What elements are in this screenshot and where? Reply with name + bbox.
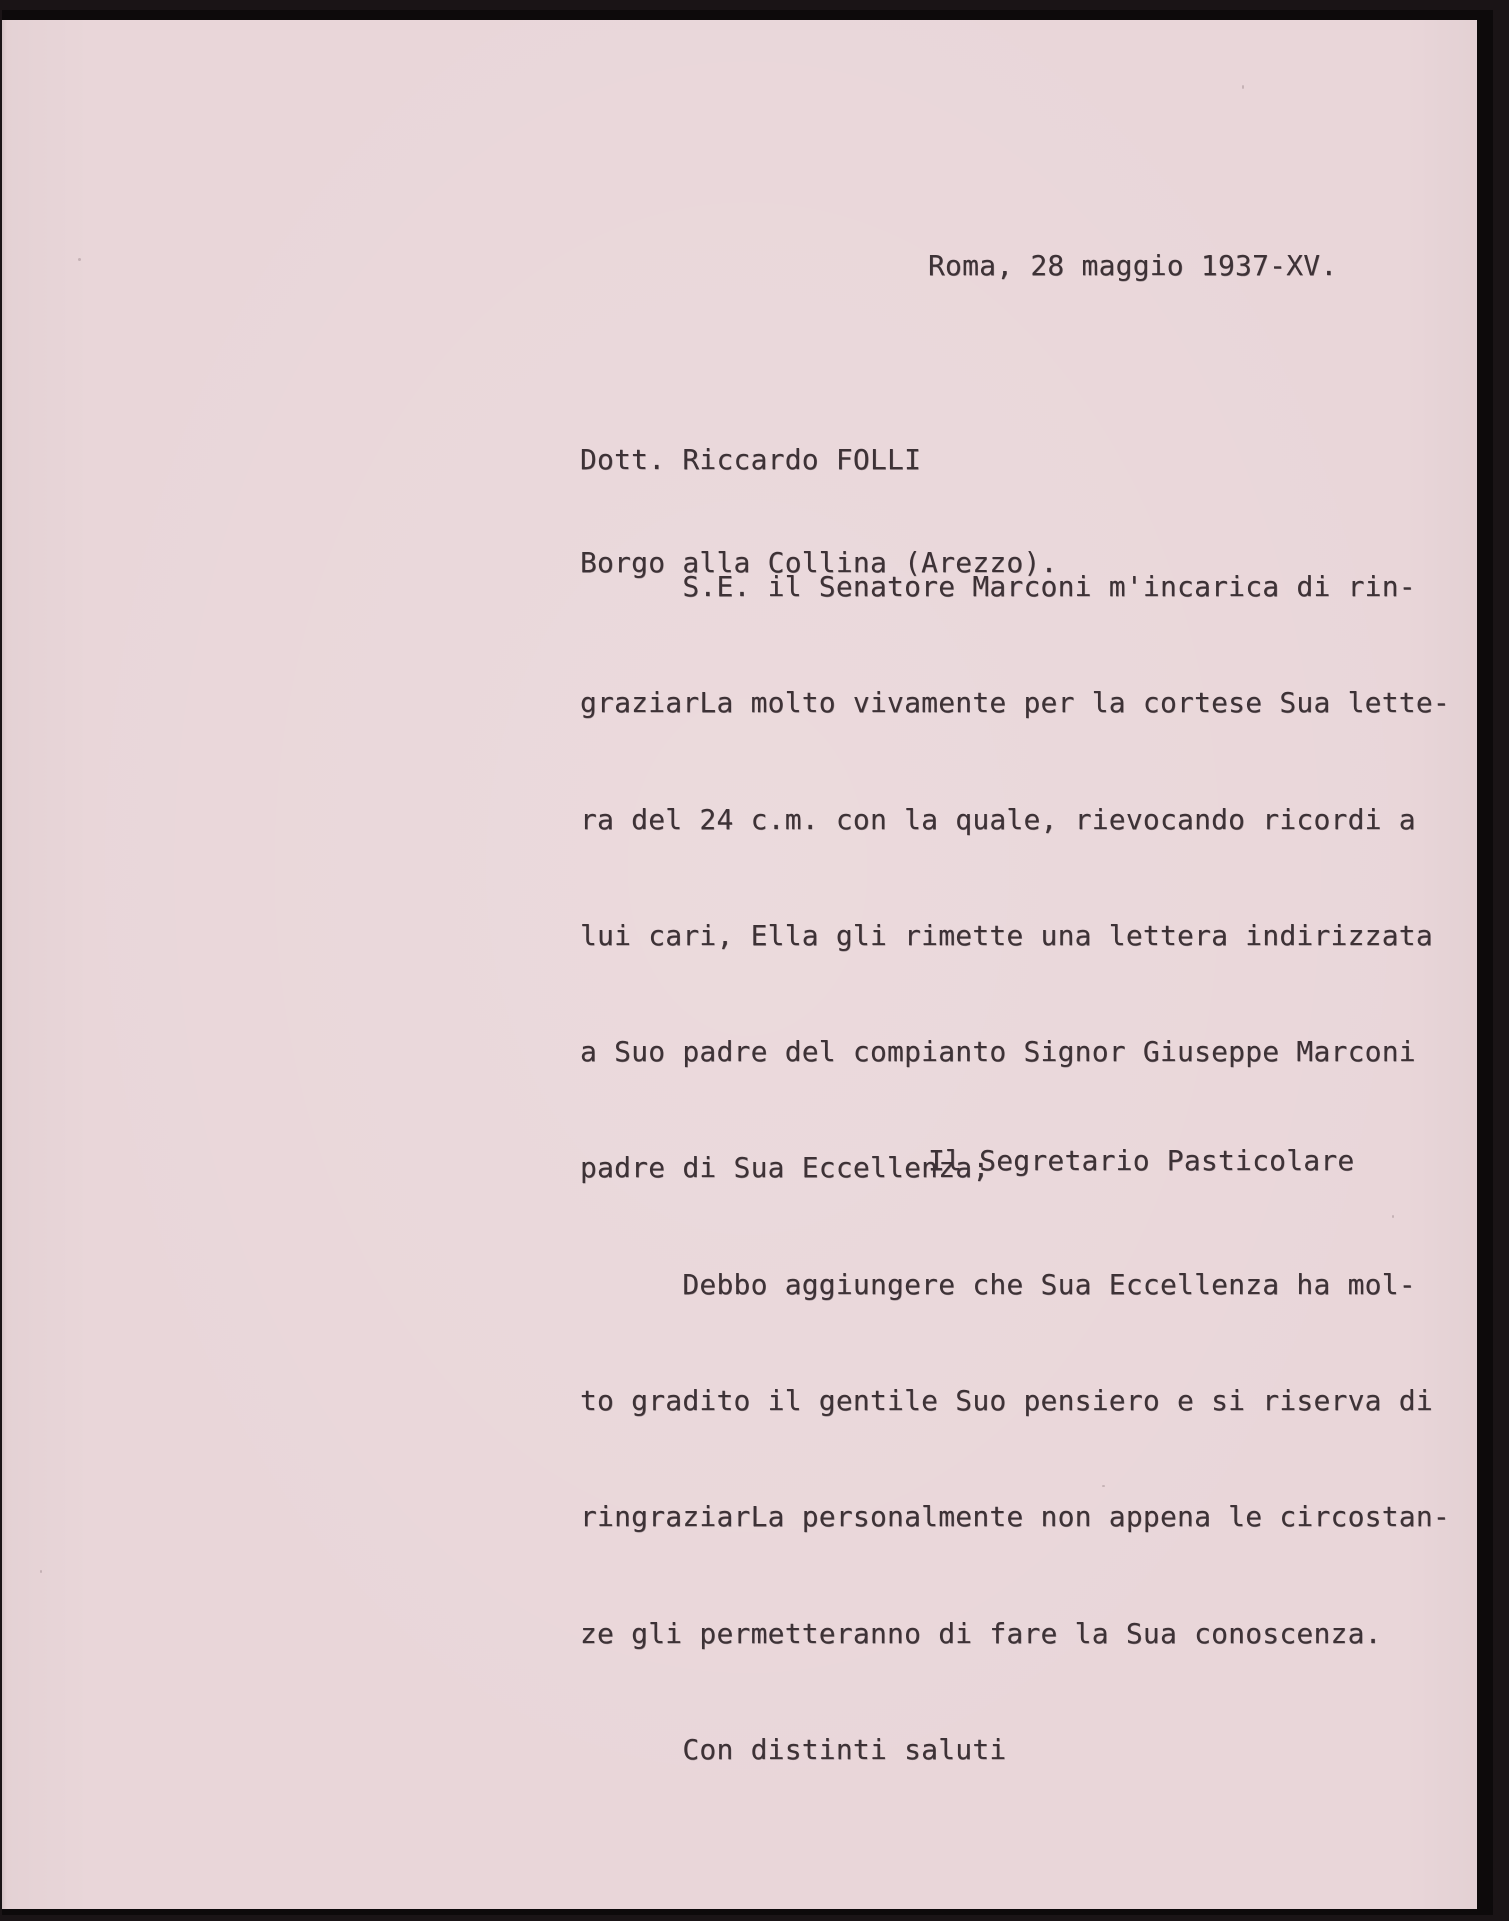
scan-border-right [1477,10,1493,1915]
recipient-location: Borgo alla Collina (Arezzo). [580,546,1058,579]
recipient-name: Dott. Riccardo FOLLI [580,443,922,476]
body-line: lui cari, Ella gli rimette una lettera indirizzata [580,918,1433,952]
body-line: padre di Sua Eccellenza; [580,1151,990,1185]
body-line: ze gli permetteranno di fare la Sua conoscenza. [580,1616,1382,1650]
body-line: graziarLa molto vivamente per la cortese Sua lette- [580,686,1450,720]
paper-speck [1242,85,1244,89]
scan-border-bottom [2,1909,1493,1915]
letter-sheet [2,10,1493,1915]
scan-border-top [2,10,1493,20]
body-line: a Suo padre del compianto Signor Giuseppe Marconi [580,1035,1416,1069]
body-line: to gradito il gentile Suo pensiero e si riserva di [580,1384,1433,1418]
paper-speck [40,1570,42,1573]
body-line: ra del 24 c.m. con la quale, rievocando ricordi a [580,802,1416,836]
body-line: S.E. il Senatore Marconi m'incarica di rin- [580,570,1416,603]
body-line: Con distinti saluti [580,1732,1007,1766]
signature-block [928,1070,1354,1252]
paper-speck [78,258,81,261]
letter-date [928,175,1337,357]
signature-title: Il Segretario Pasticolare [928,1144,1355,1177]
date-line: Roma, 28 maggio 1937-XV. [928,249,1338,282]
body-line: ringraziarLa personalmente non appena le circostan- [580,1500,1450,1534]
body-line: Debbo aggiungere che Sua Eccellenza ha mol- [580,1267,1416,1301]
